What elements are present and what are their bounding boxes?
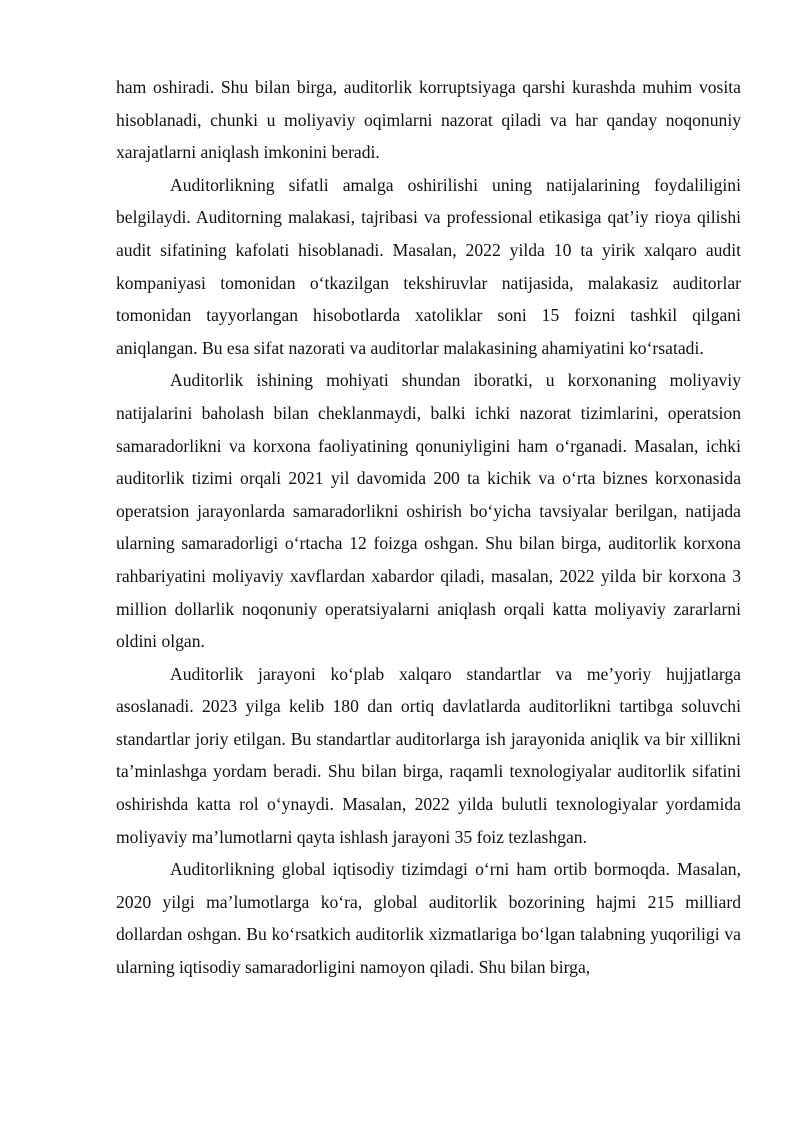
paragraph-global-role: Auditorlikning global iqtisodiy tizimdagi o‘rni ham ortib bormoqda. Masalan, 2020 yilgi ma’lumotlarga ko‘ra, global auditorlik bozorining hajmi 215 milliard dollardan oshgan. Bu ko‘rsatkich auditorlik xizmatlariga bo‘lgan talabning yuqoriligi va ularning iqtisodiy samaradorligini namoyon qiladi. Shu bilan birga, bbox=[116, 859, 741, 978]
paragraph-audit-standards: Auditorlik jarayoni ko‘plab xalqaro standartlar va me’yoriy hujjatlarga asoslanadi. 2023 yilga kelib 180 dan ortiq davlatlarda auditorlikni tartibga soluvchi standartlar joriy etilgan. Bu standartlar auditorlarga ish jarayonida aniqlik va bir xillikni ta’minlashga yordam beradi. Shu bilan birga, raqamli texnologiyalar auditorlik sifatini oshirishda katta rol o‘ynaydi. Masalan, 2022 yilda bulutli texnologiyalar yordamida moliyaviy ma’lumotlarni qayta ishlash jarayoni 35 foiz tezlashgan. bbox=[116, 663, 741, 847]
paragraph-audit-essence: Auditorlik ishining mohiyati shundan iboratki, u korxonaning moliyaviy natijalarini baholash bilan cheklanmaydi, balki ichki nazorat tizimlarini, operatsion samaradorlikni va korxona faoliyatining qonuniyligini ham o‘rganadi. Masalan, ichki auditorlik tizimi orqali 2021 yil davomida 200 ta kichik va o‘rta biznes korxonasida operatsion jarayonlarda samaradorlikni oshirish bo‘yicha tavsiyalar berilgan, natijada ularning samaradorligi o‘rtacha 12 foizga oshgan. Shu bilan birga, auditorlik korxona rahbariyatini moliyaviy xavflardan xabardor qiladi, masalan, 2022 yilda bir korxona 3 million dollarlik noqonuniy operatsiyalarni aniqlash orqali katta moliyaviy zararlarni oldini olgan. bbox=[116, 370, 741, 652]
body-text bbox=[116, 71, 741, 984]
paragraph-continuation: ham oshiradi. Shu bilan birga, auditorlik korruptsiyaga qarshi kurashda muhim vosita hisoblanadi, chunki u moliyaviy oqimlarni nazorat qiladi va har qanday noqonuniy xarajatlarni aniqlash imkonini beradi. bbox=[116, 77, 741, 163]
paragraph-audit-quality: Auditorlikning sifatli amalga oshirilishi uning natijalarining foydaliligini belgilaydi. Auditorning malakasi, tajribasi va professional etikasiga qat’iy rioya qilishi audit sifatining kafolati hisoblanadi. Masalan, 2022 yilda 10 ta yirik xalqaro audit kompaniyasi tomonidan o‘tkazilgan tekshiruvlar natijasida, malakasiz auditorlar tomonidan tayyorlangan hisobotlarda xatoliklar soni 15 foizni tashkil qilgani aniqlangan. Bu esa sifat nazorati va auditorlar malakasining ahamiyatini ko‘rsatadi. bbox=[116, 174, 741, 358]
